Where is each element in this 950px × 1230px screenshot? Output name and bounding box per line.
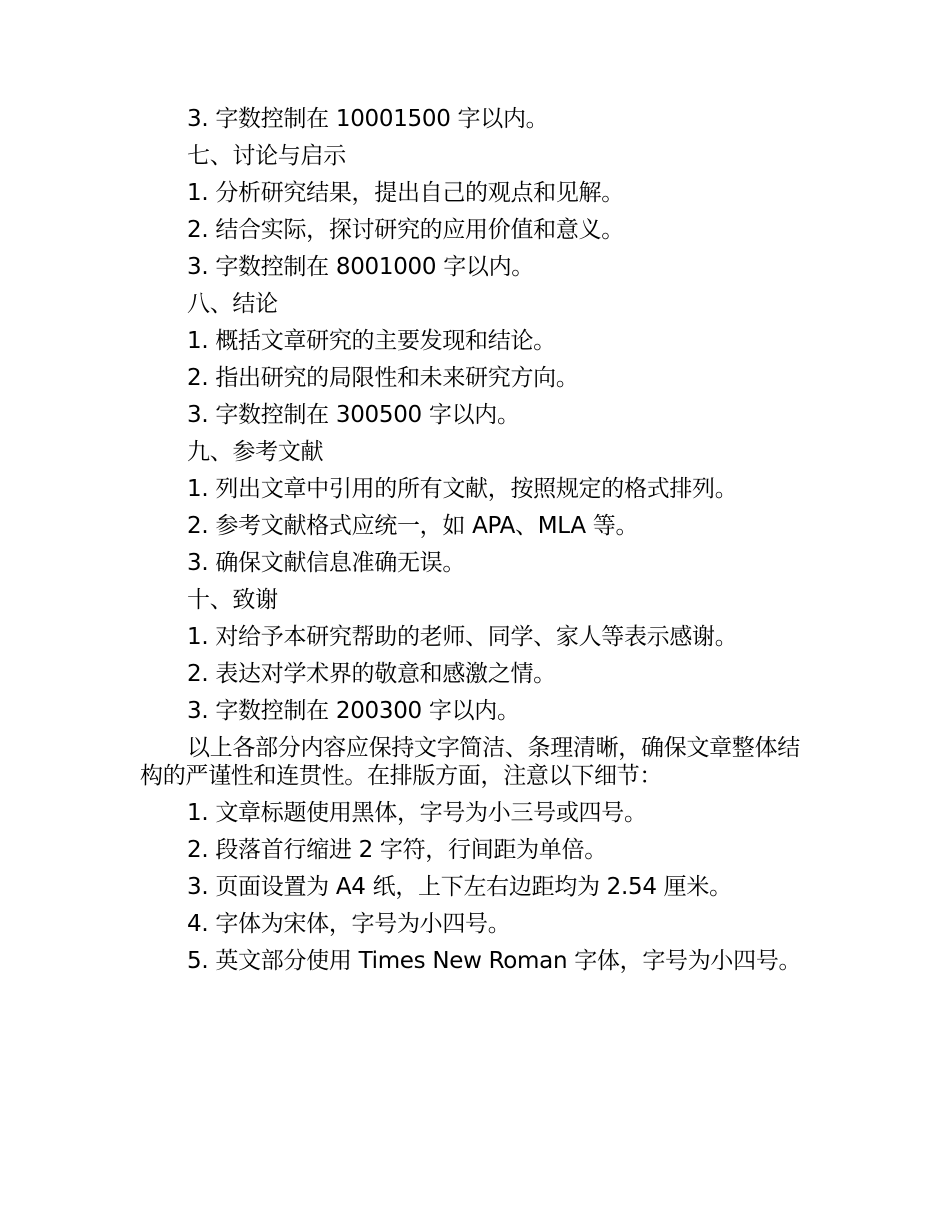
section-heading-discussion: 七、讨论与启示 xyxy=(187,143,346,169)
format-item: 3. 页面设置为 A4 纸，上下左右边距均为 2.54 厘米。 xyxy=(187,874,732,900)
list-item: 2. 表达对学术界的敬意和感激之情。 xyxy=(187,661,556,687)
list-item: 2. 结合实际，探讨研究的应用价值和意义。 xyxy=(187,217,624,243)
list-item: 3. 字数控制在 8001000 字以内。 xyxy=(187,254,535,280)
list-item: 2. 指出研究的局限性和未来研究方向。 xyxy=(187,365,579,391)
list-item: 3. 字数控制在 300500 字以内。 xyxy=(187,402,520,428)
document-body xyxy=(140,101,810,980)
format-item: 1. 文章标题使用黑体，字号为小三号或四号。 xyxy=(187,800,647,826)
section-heading-acknowledgements: 十、致谢 xyxy=(187,587,278,613)
list-item: 2. 参考文献格式应统一，如 APA、MLA 等。 xyxy=(187,513,639,539)
section-heading-conclusion: 八、结论 xyxy=(187,291,278,317)
list-item: 1. 对给予本研究帮助的老师、同学、家人等表示感谢。 xyxy=(187,624,738,650)
format-item: 2. 段落首行缩进 2 字符，行间距为单倍。 xyxy=(187,837,607,863)
format-item: 4. 字体为宋体，字号为小四号。 xyxy=(187,911,511,937)
final-format-paragraph: 5. 英文部分使用 Times New Roman 字体，字号为小四号。 xyxy=(187,948,802,974)
list-item: 3. 字数控制在 200300 字以内。 xyxy=(187,698,520,724)
list-item: 3. 字数控制在 10001500 字以内。 xyxy=(187,106,549,132)
list-item: 1. 列出文章中引用的所有文献，按照规定的格式排列。 xyxy=(187,476,738,502)
summary-paragraph: 以上各部分内容应保持文字简洁、条理清晰，确保文章整体结构的严谨性和连贯性。在排版方面，注意以下细节： xyxy=(140,735,800,789)
list-item: 3. 确保文献信息准确无误。 xyxy=(187,550,466,576)
section-heading-references: 九、参考文献 xyxy=(187,439,324,465)
list-item: 1. 分析研究结果，提出自己的观点和见解。 xyxy=(187,180,624,206)
list-item: 1. 概括文章研究的主要发现和结论。 xyxy=(187,328,556,354)
